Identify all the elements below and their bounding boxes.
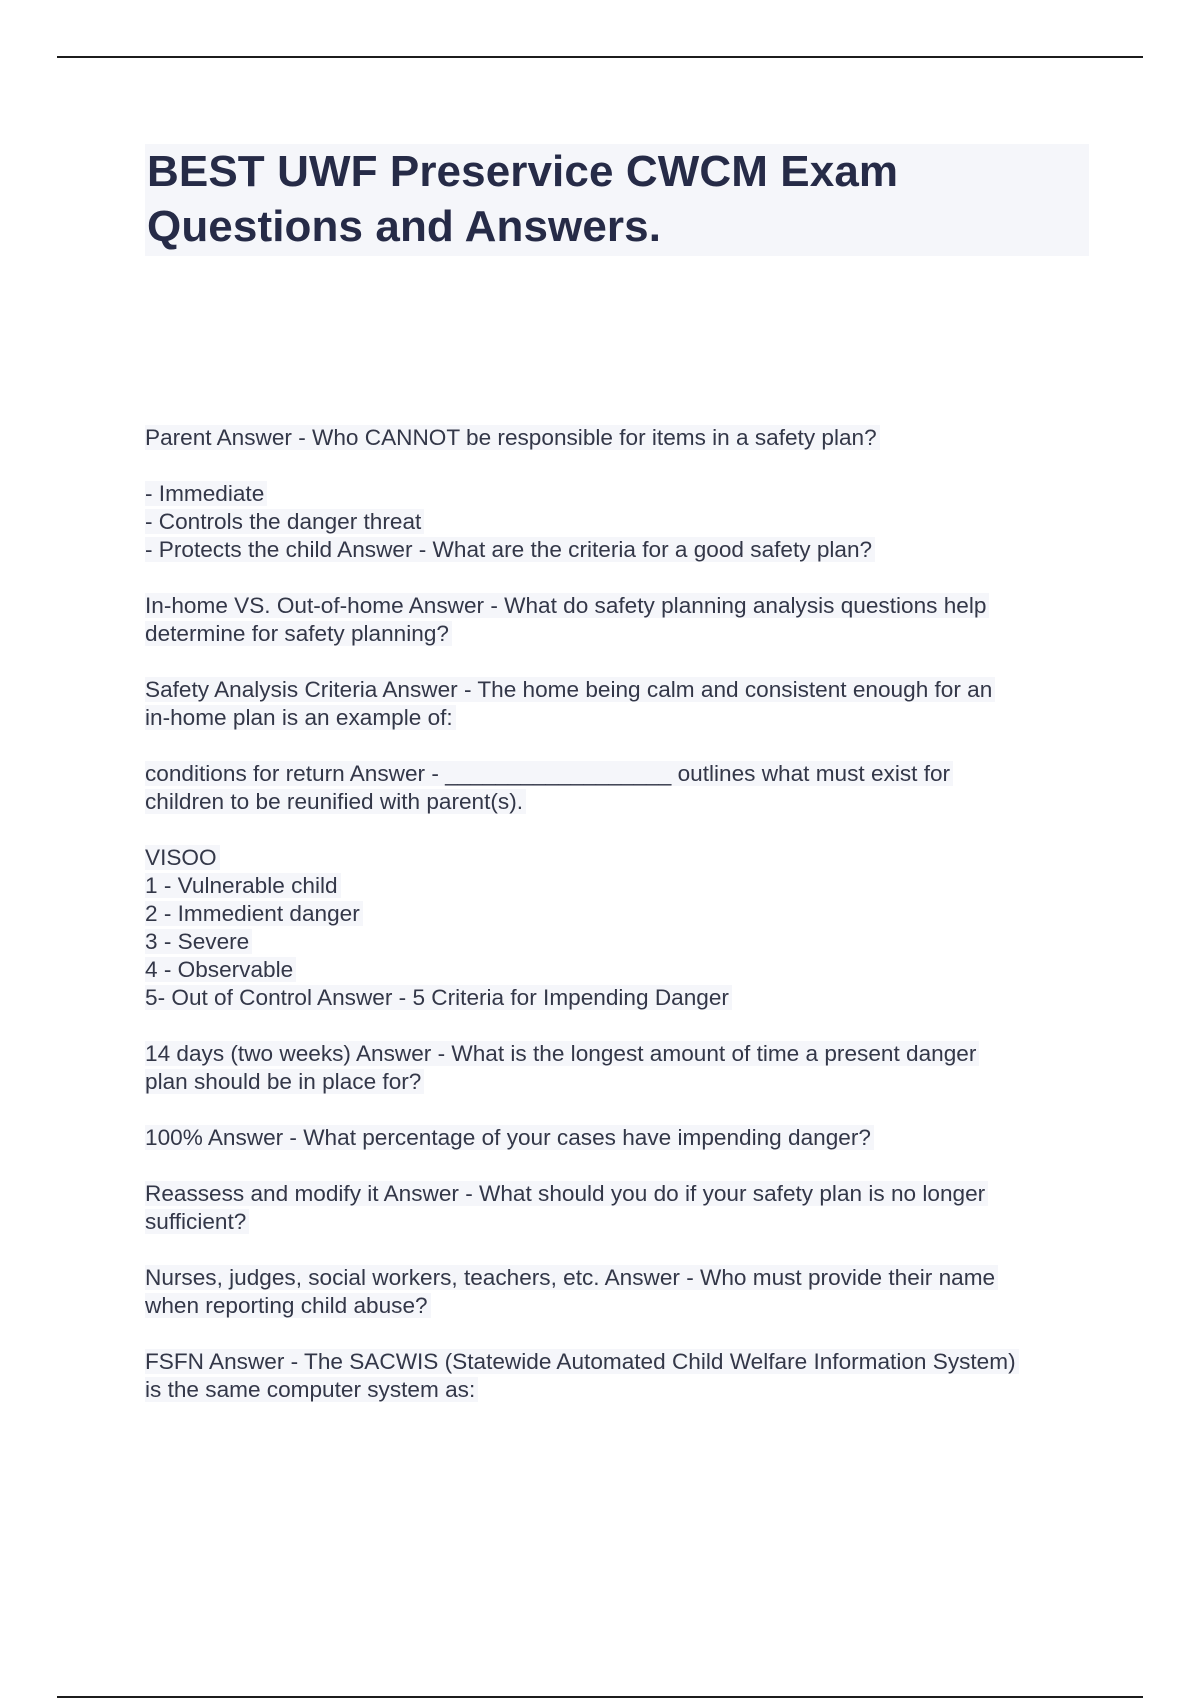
qa-entry: [145, 1040, 1095, 1096]
qa-line: 2 - Immedient danger: [145, 900, 1095, 928]
qa-line: FSFN Answer - The SACWIS (Statewide Automated Child Welfare Information System): [145, 1348, 1095, 1376]
qa-entry: [145, 676, 1095, 732]
title-line: Questions and Answers.: [147, 202, 662, 251]
qa-line: Nurses, judges, social workers, teachers, etc. Answer - Who must provide their name: [145, 1264, 1095, 1292]
qa-line: plan should be in place for?: [145, 1068, 1095, 1096]
qa-line: conditions for return Answer - __________________ outlines what must exist for: [145, 760, 1095, 788]
header-rule: [57, 56, 1143, 58]
qa-line: - Protects the child Answer - What are the criteria for a good safety plan?: [145, 536, 1095, 564]
qa-line: sufficient?: [145, 1208, 1095, 1236]
qa-entry: [145, 1124, 1095, 1152]
qa-entry: [145, 592, 1095, 648]
qa-line: in-home plan is an example of:: [145, 704, 1095, 732]
page-title: [145, 144, 1089, 254]
qa-entry: [145, 480, 1095, 564]
qa-line: 1 - Vulnerable child: [145, 872, 1095, 900]
qa-line: Parent Answer - Who CANNOT be responsible for items in a safety plan?: [145, 424, 1095, 452]
qa-line: 14 days (two weeks) Answer - What is the longest amount of time a present danger: [145, 1040, 1095, 1068]
qa-entry: [145, 844, 1095, 1012]
title-line: BEST UWF Preservice CWCM Exam: [147, 147, 899, 196]
qa-line: 3 - Severe: [145, 928, 1095, 956]
qa-line: Reassess and modify it Answer - What should you do if your safety plan is no longer: [145, 1180, 1095, 1208]
qa-line: 5- Out of Control Answer - 5 Criteria for Impending Danger: [145, 984, 1095, 1012]
qa-line: Safety Analysis Criteria Answer - The home being calm and consistent enough for an: [145, 676, 1095, 704]
qa-line: children to be reunified with parent(s).: [145, 788, 1095, 816]
qa-line: determine for safety planning?: [145, 620, 1095, 648]
footer-rule: [57, 1696, 1143, 1698]
qa-line: In-home VS. Out-of-home Answer - What do safety planning analysis questions help: [145, 592, 1095, 620]
qa-entry: [145, 424, 1095, 452]
qa-line: 4 - Observable: [145, 956, 1095, 984]
qa-line: - Controls the danger threat: [145, 508, 1095, 536]
qa-list: [145, 424, 1095, 1432]
qa-entry: [145, 760, 1095, 816]
qa-line: VISOO: [145, 844, 1095, 872]
title-block: [145, 144, 1089, 256]
qa-entry: [145, 1180, 1095, 1236]
qa-entry: [145, 1348, 1095, 1404]
qa-line: when reporting child abuse?: [145, 1292, 1095, 1320]
qa-line: - Immediate: [145, 480, 1095, 508]
qa-line: 100% Answer - What percentage of your cases have impending danger?: [145, 1124, 1095, 1152]
qa-entry: [145, 1264, 1095, 1320]
qa-line: is the same computer system as:: [145, 1376, 1095, 1404]
